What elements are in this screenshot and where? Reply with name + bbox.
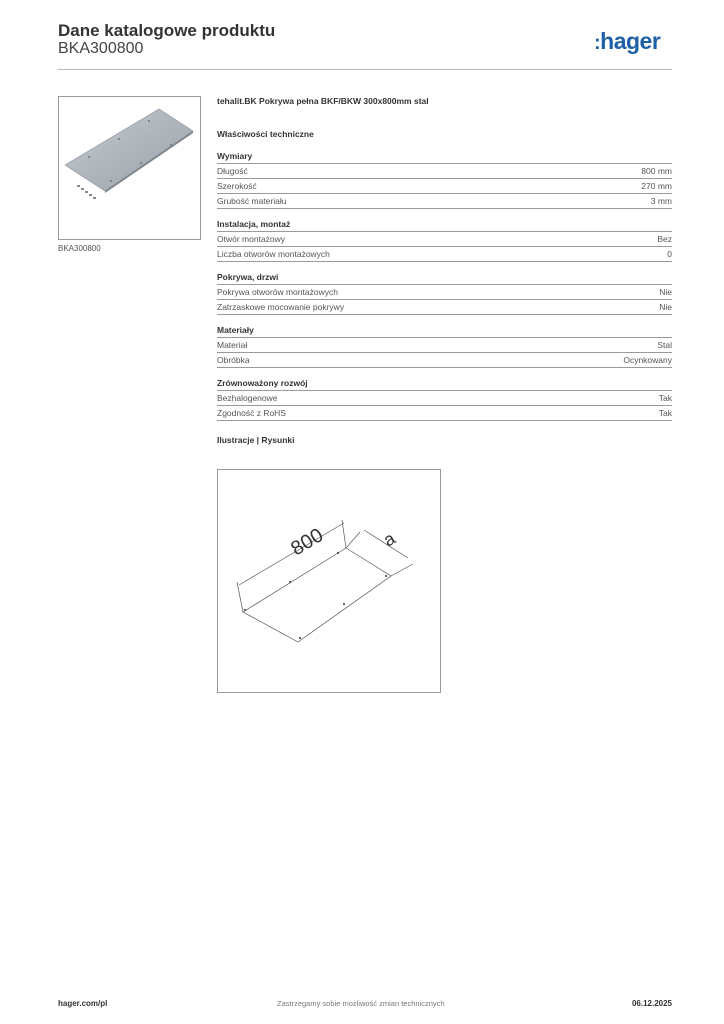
spec-label: Zgodność z RoHS (217, 408, 286, 418)
spec-value: Tak (658, 393, 672, 403)
spec-row (217, 338, 672, 353)
group-title: Pokrywa, drzwi (217, 272, 672, 285)
footer-disclaimer: Zastrzegamy sobie możliwość zmian technicznych (277, 999, 445, 1008)
spec-row (217, 285, 672, 300)
spec-value: Stal (657, 340, 672, 350)
dimension-drawing-svg (218, 470, 440, 692)
spec-row (217, 391, 672, 406)
spec-label: Długość (217, 166, 248, 176)
cover-plate-image (59, 97, 200, 239)
spec-label: Bezhalogenowe (217, 393, 278, 403)
spec-label: Materiał (217, 340, 248, 350)
hager-logo: :hager (594, 28, 661, 54)
spec-row (217, 232, 672, 247)
spec-label: Grubość materiału (217, 196, 287, 206)
group-title: Instalacja, montaż (217, 219, 672, 232)
length-dimension-line (239, 523, 344, 585)
spec-row (217, 179, 672, 194)
spec-label: Zatrzaskowe mocowanie pokrywy (217, 302, 345, 312)
spec-row (217, 406, 672, 421)
spec-label: Szerokość (217, 181, 257, 191)
product-name: tehalit.BK Pokrywa pełna BKF/BKW 300x800mm stal (217, 96, 429, 106)
spec-label: Otwór montażowy (217, 234, 286, 244)
spec-value: Tak (658, 408, 672, 418)
spec-row (217, 300, 672, 315)
group-title: Zrównoważony rozwój (217, 378, 672, 391)
page-title: Dane katalogowe produktu (58, 21, 276, 40)
group-title: Wymiary (217, 151, 672, 164)
logo-text: hager (600, 28, 661, 54)
spec-row (217, 194, 672, 209)
dimension-drawing (217, 469, 441, 693)
spec-value: 800 mm (641, 166, 672, 176)
spec-group-dimensions (217, 151, 672, 209)
spec-group-installation (217, 219, 672, 262)
spec-row (217, 164, 672, 179)
footer-date: 06.12.2025 (631, 999, 672, 1008)
length-label: 800 (287, 524, 328, 561)
illustrations-title: Ilustracje | Rysunki (217, 435, 295, 445)
screws (77, 185, 96, 199)
group-title: Materiały (217, 325, 672, 338)
section-title: Właściwości techniczne (217, 129, 314, 139)
spec-value: Nie (659, 302, 672, 312)
spec-value: Nie (659, 287, 672, 297)
product-details (217, 96, 672, 447)
spec-row (217, 247, 672, 262)
spec-value: Ocynkowany (623, 355, 672, 365)
product-image (58, 96, 201, 240)
spec-label: Pokrywa otworów montażowych (217, 287, 338, 297)
spec-group-materials (217, 325, 672, 368)
spec-value: 3 mm (650, 196, 672, 206)
spec-value: 270 mm (641, 181, 672, 191)
spec-group-cover (217, 272, 672, 315)
header-divider (58, 69, 672, 70)
spec-label: Obróbka (217, 355, 250, 365)
spec-group-sustainability (217, 378, 672, 421)
spec-label: Liczba otworów montażowych (217, 249, 330, 259)
width-label: a (379, 528, 399, 551)
plate-outline (243, 548, 391, 642)
spec-value: Bez (657, 234, 672, 244)
image-caption: BKA300800 (58, 244, 101, 253)
footer-website[interactable]: hager.com/pl (58, 999, 108, 1008)
spec-value: 0 (667, 249, 672, 259)
spec-row (217, 353, 672, 368)
product-code: BKA300800 (58, 40, 144, 57)
